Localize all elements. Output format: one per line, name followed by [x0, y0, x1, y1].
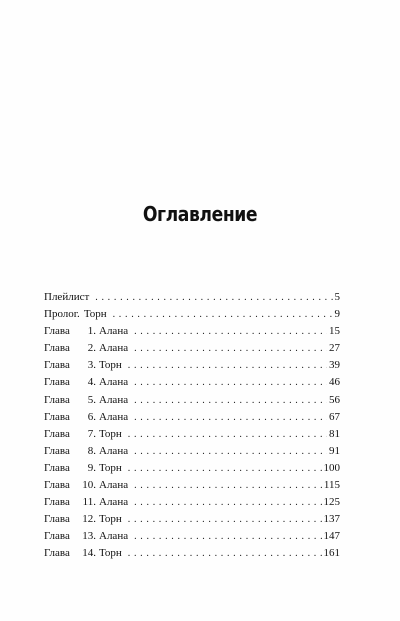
toc-entry-page: 147	[323, 530, 340, 543]
toc-entry-label	[44, 289, 95, 306]
dot-leader	[128, 511, 322, 528]
dot-leader	[128, 460, 322, 477]
toc-entry-prefix: Глава	[44, 359, 70, 372]
toc-entry-page: 125	[323, 496, 340, 509]
toc-entry-prefix: Глава	[44, 410, 70, 423]
toc-entry[interactable]	[44, 409, 340, 426]
toc-entry-number: 10.	[82, 479, 96, 492]
toc-entry-name: Алана	[99, 444, 129, 457]
dot-leader	[134, 392, 327, 409]
toc-entry-page: 56	[329, 393, 340, 406]
dot-leader	[128, 357, 327, 374]
toc-entry-label	[44, 460, 128, 477]
toc-entry[interactable]	[44, 443, 340, 460]
toc-entry-name: Торн	[99, 513, 122, 526]
toc-entry-page: 137	[323, 513, 340, 526]
toc-entry-page: 46	[329, 376, 340, 389]
toc-entry-label	[44, 426, 128, 443]
toc-entry-name: Алана	[99, 342, 129, 355]
toc-entry[interactable]	[44, 289, 340, 306]
toc-entry-prefix: Глава	[44, 530, 70, 543]
toc-entry[interactable]	[44, 528, 340, 545]
toc-entry-number: 4.	[87, 376, 96, 389]
toc-entry[interactable]	[44, 323, 340, 340]
dot-leader	[134, 409, 327, 426]
toc-entry-label	[44, 528, 134, 545]
toc-entry-prefix: Глава	[44, 513, 70, 526]
toc-entry[interactable]	[44, 460, 340, 477]
toc-entry-number: 1.	[87, 325, 96, 338]
toc-entry-label	[44, 340, 134, 357]
toc-entry-prefix: Глава	[44, 547, 70, 560]
toc-entry-prefix: Глава	[44, 461, 70, 474]
toc-entry-name: Алана	[99, 479, 129, 492]
toc-entry[interactable]	[44, 426, 340, 443]
dot-leader	[134, 374, 327, 391]
toc-entry-name: Торн	[99, 427, 122, 440]
toc-entry-name: Торн	[99, 359, 122, 372]
toc-entry-number: 11.	[82, 496, 96, 509]
toc-entry-label	[44, 409, 134, 426]
toc-entry-page: 39	[329, 359, 340, 372]
toc-entry-page: 81	[329, 427, 340, 440]
toc-entry[interactable]	[44, 477, 340, 494]
toc-entry-page: 161	[323, 547, 340, 560]
toc-entry-page: 67	[329, 410, 340, 423]
toc-entry-name: Алана	[99, 496, 129, 509]
toc-entry-page: 27	[329, 342, 340, 355]
dot-leader	[128, 545, 322, 562]
toc-entry-prefix: Глава	[44, 479, 70, 492]
dot-leader	[134, 528, 321, 545]
toc-entry-prefix: Плейлист	[44, 291, 90, 303]
toc-entry[interactable]	[44, 357, 340, 374]
toc-entry-number: 12.	[82, 513, 96, 526]
dot-leader	[134, 323, 327, 340]
toc-entry-name: Алана	[99, 410, 129, 423]
dot-leader	[128, 426, 327, 443]
toc-entry-label	[44, 374, 134, 391]
table-of-contents	[44, 289, 340, 563]
toc-entry-prefix: Глава	[44, 444, 70, 457]
toc-entry[interactable]	[44, 340, 340, 357]
toc-entry-label	[44, 392, 134, 409]
toc-entry-name: Алана	[99, 530, 129, 543]
toc-entry[interactable]	[44, 374, 340, 391]
toc-entry-page: 91	[329, 444, 340, 457]
toc-entry-prefix: Глава	[44, 325, 70, 338]
toc-entry-number: 5.	[87, 393, 96, 406]
toc-entry-label	[44, 357, 128, 374]
dot-leader	[134, 477, 322, 494]
toc-entry-label	[44, 545, 128, 562]
toc-entry-label	[44, 477, 134, 494]
dot-leader	[134, 494, 321, 511]
toc-entry[interactable]	[44, 306, 340, 323]
toc-entry-prefix: Глава	[44, 427, 70, 440]
toc-entry[interactable]	[44, 511, 340, 528]
toc-entry-number: 13.	[82, 530, 96, 543]
dot-leader	[95, 289, 332, 306]
toc-entry-name: Алана	[99, 393, 129, 406]
toc-entry-prefix: Глава	[44, 496, 70, 509]
toc-entry[interactable]	[44, 392, 340, 409]
toc-entry-page: 5	[334, 291, 340, 303]
toc-entry-number: 9.	[87, 461, 96, 474]
toc-entry-name: Торн	[99, 547, 122, 560]
toc-entry-name: Торн	[83, 308, 107, 321]
page-title: Оглавление	[142, 202, 258, 226]
toc-entry-page: 100	[323, 461, 340, 474]
toc-entry-number: 7.	[87, 427, 96, 440]
toc-entry-name: Алана	[99, 325, 129, 338]
toc-entry-prefix: Пролог.	[44, 308, 80, 321]
toc-entry-number: 8.	[87, 444, 96, 457]
toc-entry-number: 6.	[87, 410, 96, 423]
toc-entry-prefix: Глава	[44, 342, 70, 355]
toc-entry-prefix: Глава	[44, 376, 70, 389]
toc-entry-number: 2.	[87, 342, 96, 355]
toc-entry-label	[44, 306, 113, 323]
toc-entry-page: 115	[323, 479, 340, 492]
toc-entry-label	[44, 494, 134, 511]
toc-entry-number: 14.	[82, 547, 96, 560]
toc-entry[interactable]	[44, 494, 340, 511]
toc-entry-label	[44, 323, 134, 340]
toc-entry-page: 9	[334, 308, 340, 321]
toc-entry-prefix: Глава	[44, 393, 70, 406]
toc-entry-number: 3.	[87, 359, 96, 372]
toc-entry-label	[44, 511, 128, 528]
dot-leader	[134, 340, 327, 357]
toc-entry-page: 15	[329, 325, 340, 338]
toc-entry-name: Алана	[99, 376, 129, 389]
dot-leader	[134, 443, 327, 460]
toc-entry-label	[44, 443, 134, 460]
dot-leader	[113, 306, 333, 323]
toc-entry[interactable]	[44, 545, 340, 562]
toc-entry-name: Торн	[99, 461, 122, 474]
